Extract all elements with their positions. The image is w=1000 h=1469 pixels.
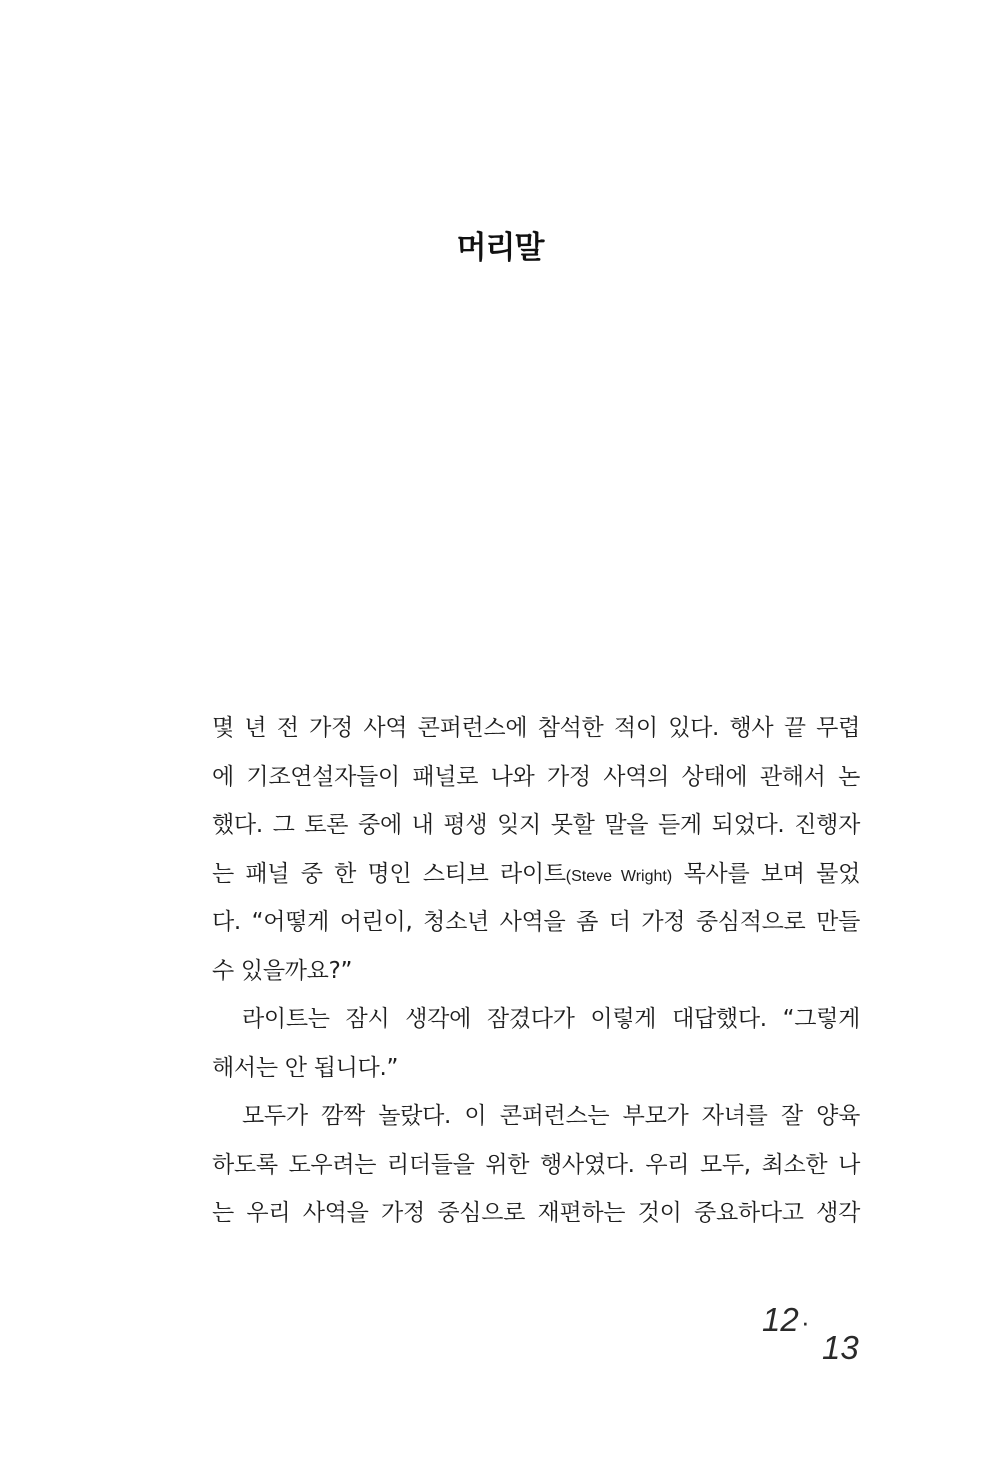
body-line: 수 있을까요?”: [212, 957, 353, 984]
body-line: 라이트는 잠시 생각에 잠겼다가 이렇게 대답했다. “그렇게: [242, 1006, 860, 1032]
left-page-number: 12: [762, 1301, 799, 1338]
page-numbers: [752, 1300, 872, 1380]
body-line: 몇 년 전 가정 사역 콘퍼런스에 참석한 적이 있다. 행사 끝 무렵: [212, 715, 860, 741]
body-line-part: 목사를 보며 물었: [672, 860, 860, 887]
body-line: 는 우리 사역을 가정 중심으로 재편하는 것이 중요하다고 생각: [212, 1200, 860, 1226]
body-text: [212, 704, 860, 1238]
body-line-part: 는 패널 중 한 명인 스티브 라이트: [212, 860, 566, 887]
page-title: 머리말: [456, 230, 544, 266]
body-line: [212, 850, 860, 899]
english-name-gloss: (Steve Wright): [565, 867, 673, 885]
page-number-separator: ·: [801, 1307, 810, 1337]
body-line: 에 기조연설자들이 패널로 나와 가정 사역의 상태에 관해서 논: [212, 763, 860, 790]
right-page-number: 13: [822, 1329, 859, 1366]
body-line: 다. “어떻게 어린이, 청소년 사역을 좀 더 가정 중심적으로 만들: [212, 909, 860, 935]
body-line: 하도록 도우려는 리더들을 위한 행사였다. 우리 모두, 최소한 나: [212, 1151, 860, 1178]
body-line: 모두가 깜짝 놀랐다. 이 콘퍼런스는 부모가 자녀를 잘 양육: [242, 1103, 860, 1129]
body-line: 해서는 안 됩니다.”: [212, 1054, 399, 1081]
body-line: 했다. 그 토론 중에 내 평생 잊지 못할 말을 듣게 되었다. 진행자: [212, 812, 860, 838]
